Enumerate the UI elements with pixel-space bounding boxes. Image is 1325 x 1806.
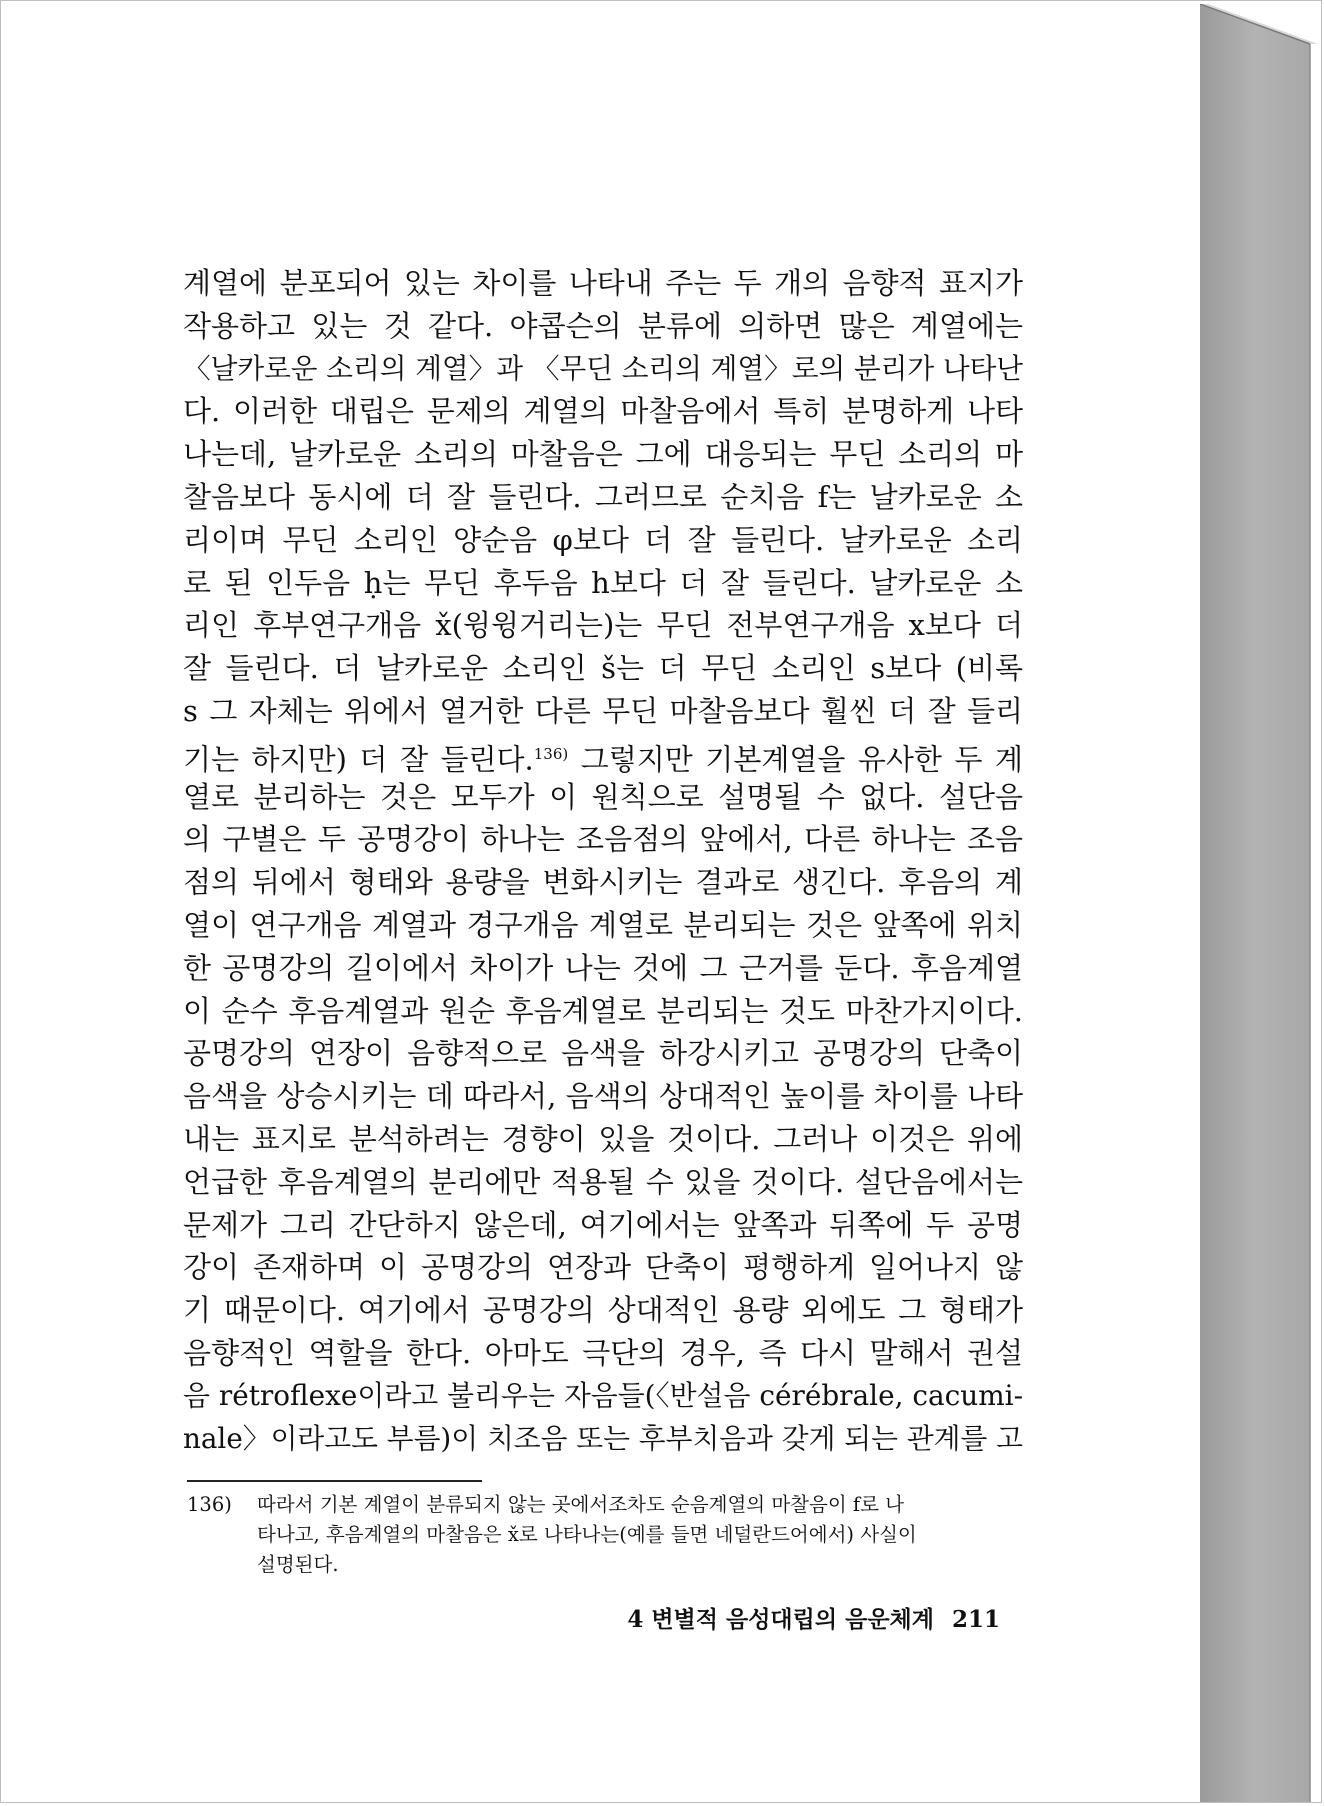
text-line: 로 된 인두음 ḥ는 무딘 후두음 h보다 더 잘 들린다. 날카로운 소 bbox=[183, 565, 1023, 600]
body-text bbox=[183, 262, 1023, 1460]
footnote-line: 따라서 기본 계열이 분류되지 않는 곳에서조차도 순음계열의 마찰음이 f로 나 bbox=[257, 1493, 904, 1516]
text-line: 문제가 그리 간단하지 않은데, 여기에서는 앞쪽과 뒤쪽에 두 공명 bbox=[183, 1207, 1023, 1242]
chapter-title: 4 변별적 음성대립의 음운체계 bbox=[627, 1606, 934, 1633]
text-line: 내는 표지로 분석하려는 경향이 있을 것이다. 그러나 이것은 위에 bbox=[183, 1121, 1023, 1156]
text-line: 한 공명강의 길이에서 차이가 나는 것에 그 근거를 둔다. 후음계열 bbox=[183, 950, 1023, 985]
footnote bbox=[187, 1490, 1027, 1580]
text-line: 음 rétroflexe이라고 불리우는 자음들(〈반설음 cérébrale, cacumi- bbox=[183, 1378, 1023, 1412]
text-line: 다. 이러한 대립은 문제의 계열의 마찰음에서 특히 분명하게 나타 bbox=[183, 394, 1023, 429]
page-number: 211 bbox=[951, 1606, 1000, 1633]
text-line: 열로 분리하는 것은 모두가 이 원칙으로 설명될 수 없다. 설단음 bbox=[183, 779, 1023, 814]
text-line: 리인 후부연구개음 x̌(윙윙거리는)는 무딘 전부연구개음 x보다 더 bbox=[183, 608, 1023, 643]
text-line: 〈날카로운 소리의 계열〉과 〈무딘 소리의 계열〉로의 분리가 나타난 bbox=[183, 351, 1023, 385]
text-line: 찰음보다 동시에 더 잘 들린다. 그러므로 순치음 f는 날카로운 소 bbox=[183, 479, 1023, 514]
footnote-body bbox=[257, 1490, 1027, 1580]
text-line: 리이며 무딘 소리인 양순음 φ보다 더 잘 들린다. 날카로운 소리 bbox=[183, 522, 1023, 557]
text-line: nale〉이라고도 부름)이 치조음 또는 후부치음과 갖게 되는 관계를 고 bbox=[183, 1421, 1023, 1455]
book-side-edge bbox=[1200, 4, 1320, 1802]
text-line: 공명강의 연장이 음향적으로 음색을 하강시키고 공명강의 단축이 bbox=[183, 1036, 1023, 1071]
footnote-number: 136) bbox=[187, 1493, 232, 1516]
text-line: 의 구별은 두 공명강이 하나는 조음점의 앞에서, 다른 하나는 조음 bbox=[183, 822, 1023, 857]
footnote-line: 타나고, 후음계열의 마찰음은 x̌로 나타나는(예를 들면 네덜란드어에서) 사실이 bbox=[257, 1523, 917, 1546]
text-line-head: 기는 하지만) 더 잘 들린다. bbox=[183, 742, 534, 777]
text-line: 강이 존재하며 이 공명강의 연장과 단축이 평행하게 일어나지 않 bbox=[183, 1250, 1023, 1285]
text-line: 계열에 분포되어 있는 차이를 나타내 주는 두 개의 음향적 표지가 bbox=[183, 266, 1023, 300]
text-line: 점의 뒤에서 형태와 용량을 변화시키는 결과로 생긴다. 후음의 계 bbox=[183, 865, 1023, 900]
text-line: 열이 연구개음 계열과 경구개음 계열로 분리되는 것은 앞쪽에 위치 bbox=[183, 907, 1023, 942]
footnote-reference[interactable]: 136) bbox=[533, 744, 569, 763]
text-line: 언급한 후음계열의 분리에만 적용될 수 있을 것이다. 설단음에서는 bbox=[183, 1164, 1023, 1199]
footnote-divider bbox=[187, 1480, 482, 1482]
text-line: 이 순수 후음계열과 원순 후음계열로 분리되는 것도 마찬가지이다. bbox=[183, 993, 1023, 1028]
text-line: 기 때문이다. 여기에서 공명강의 상대적인 용량 외에도 그 형태가 bbox=[183, 1293, 1023, 1328]
text-line-tail: 그렇지만 기본계열을 유사한 두 계 bbox=[580, 742, 1023, 777]
text-line: 잘 들린다. 더 날카로운 소리인 š는 더 무딘 소리인 s보다 (비록 bbox=[183, 651, 1023, 686]
text-line: 나는데, 날카로운 소리의 마찰음은 그에 대응되는 무딘 소리의 마 bbox=[183, 437, 1023, 472]
text-line: s 그 자체는 위에서 열거한 다른 무딘 마찰음보다 훨씬 더 잘 들리 bbox=[183, 693, 1023, 728]
text-line-with-footnote-ref bbox=[183, 733, 1023, 776]
text-line: 음향적인 역할을 한다. 아마도 극단의 경우, 즉 다시 말해서 권설 bbox=[183, 1335, 1023, 1370]
text-line: 음색을 상승시키는 데 따라서, 음색의 상대적인 높이를 차이를 나타 bbox=[183, 1079, 1023, 1114]
footnote-line: 설명된다. bbox=[257, 1553, 339, 1576]
text-line: 작용하고 있는 것 같다. 야콥슨의 분류에 의하면 많은 계열에는 bbox=[183, 308, 1023, 343]
running-footer bbox=[600, 1601, 1000, 1634]
